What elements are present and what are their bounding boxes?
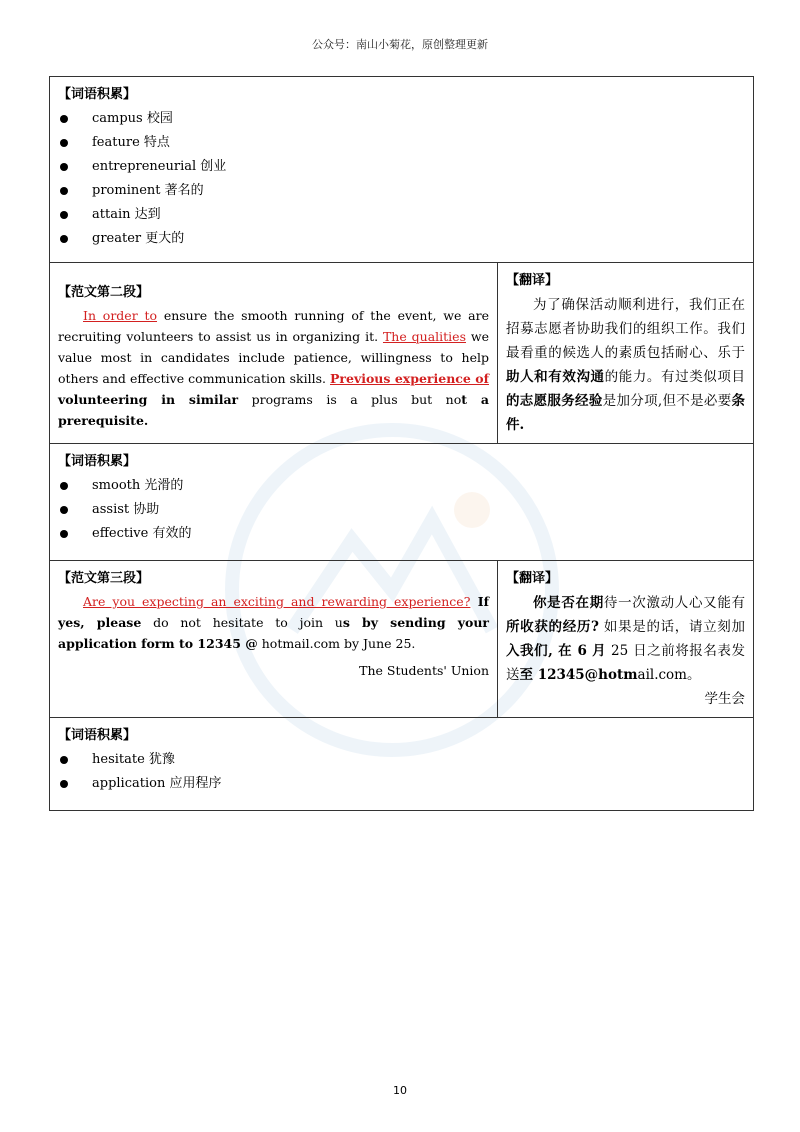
translation-paragraph: [506, 591, 745, 687]
vocab-item: feature 特点: [58, 131, 745, 155]
bold-text: t a prerequisite.: [58, 392, 489, 428]
vocab-item: effective 有效的: [58, 522, 745, 546]
translation-title: 【翻译】: [506, 571, 559, 586]
vocab-item: hesitate 犹豫: [58, 748, 745, 772]
english-paragraph-cell: [50, 561, 498, 718]
translation-text: ail.com。: [637, 667, 701, 683]
paragraph-text: we value most in candidates include patience, willingness to help others and effective communication skills.: [58, 329, 489, 386]
vocab-row-2: [50, 444, 754, 561]
translation-cell: [498, 263, 754, 444]
paragraph-row-2: [50, 263, 754, 444]
translation-text: 为了确保活动顺利进行，我们正在招募志愿者协助我们的组织工作。我们最看重的候选人的素质包括耐心、乐于: [506, 297, 745, 361]
paragraph-row-3: [50, 561, 754, 718]
english-paragraph-cell: [50, 263, 498, 444]
vocab-item: assist 协助: [58, 498, 745, 522]
translation-paragraph: [506, 293, 745, 437]
translation-title: 【翻译】: [506, 273, 559, 288]
bold-text: 至 12345@hotm: [519, 667, 638, 683]
highlight-phrase: Are you expecting an exciting and rewarding experience?: [83, 594, 471, 609]
bold-text: If yes, please: [58, 594, 490, 630]
english-paragraph: [58, 591, 489, 654]
bold-text: 你是否在期: [533, 595, 604, 611]
vocab-row-3: [50, 718, 754, 811]
bold-text: 的志愿服务经验: [506, 393, 603, 409]
paragraph-text: do not hesitate to join u: [141, 615, 343, 630]
page-number: 10: [393, 1084, 407, 1097]
bold-text: 所收获的经历?: [506, 619, 599, 635]
vocab-title: 【词语积累】: [58, 87, 137, 102]
english-paragraph: [58, 305, 489, 431]
bold-text: 入我们, 在 6 月: [506, 643, 607, 659]
vocab-item: campus 校园: [58, 107, 745, 131]
vocab-item: prominent 著名的: [58, 179, 745, 203]
bold-text: 条件.: [506, 393, 746, 433]
vocab-title: 【词语积累】: [58, 454, 137, 469]
vocab-item: entrepreneurial 创业: [58, 155, 745, 179]
highlight-phrase: In order to: [83, 308, 158, 323]
vocab-item: application 应用程序: [58, 772, 745, 796]
vocab-title: 【词语积累】: [58, 728, 137, 743]
vocab-item: attain 达到: [58, 203, 745, 227]
page-header: 公众号：南山小菊花，原创整理更新: [312, 38, 488, 51]
paragraph-text: ensure the smooth running of the event, we are recruiting volunteers to assist us in organizing it.: [58, 308, 489, 344]
translation-cell: [498, 561, 754, 718]
vocab-list-2: [58, 474, 745, 546]
paragraph-text: hotmail.com by June 25.: [257, 636, 416, 651]
vocab-item: smooth 光滑的: [58, 474, 745, 498]
translation-text: 如果是的话，请立刻加: [598, 619, 745, 635]
translation-text: 待一次激动人心又能有: [603, 595, 746, 611]
highlight-phrase: The qualities: [382, 329, 466, 344]
translation-text: 是加分项,但不是必要: [602, 393, 732, 409]
bold-text: volunteering in similar: [58, 392, 239, 407]
signature: 学生会: [704, 691, 745, 707]
translation-text: 的能力。有过类似项目: [604, 369, 745, 385]
paragraph-title: 【范文第二段】: [58, 285, 150, 300]
paragraph-text: programs is a plus but no: [238, 392, 462, 407]
highlight-phrase: Previous experience of: [330, 371, 489, 386]
bold-text: 助人和有效沟通: [506, 369, 605, 385]
bold-text: s by sending your application form to 12345 @: [58, 615, 489, 651]
signature: The Students' Union: [359, 663, 489, 678]
vocab-row-1: [50, 77, 754, 263]
translation-text: 25 日之前将报名表发送: [506, 643, 745, 683]
vocab-list-3: [58, 748, 745, 796]
content-table: [49, 76, 754, 811]
vocab-item: greater 更大的: [58, 227, 745, 251]
vocab-list-1: [58, 107, 745, 251]
paragraph-title: 【范文第三段】: [58, 571, 150, 586]
